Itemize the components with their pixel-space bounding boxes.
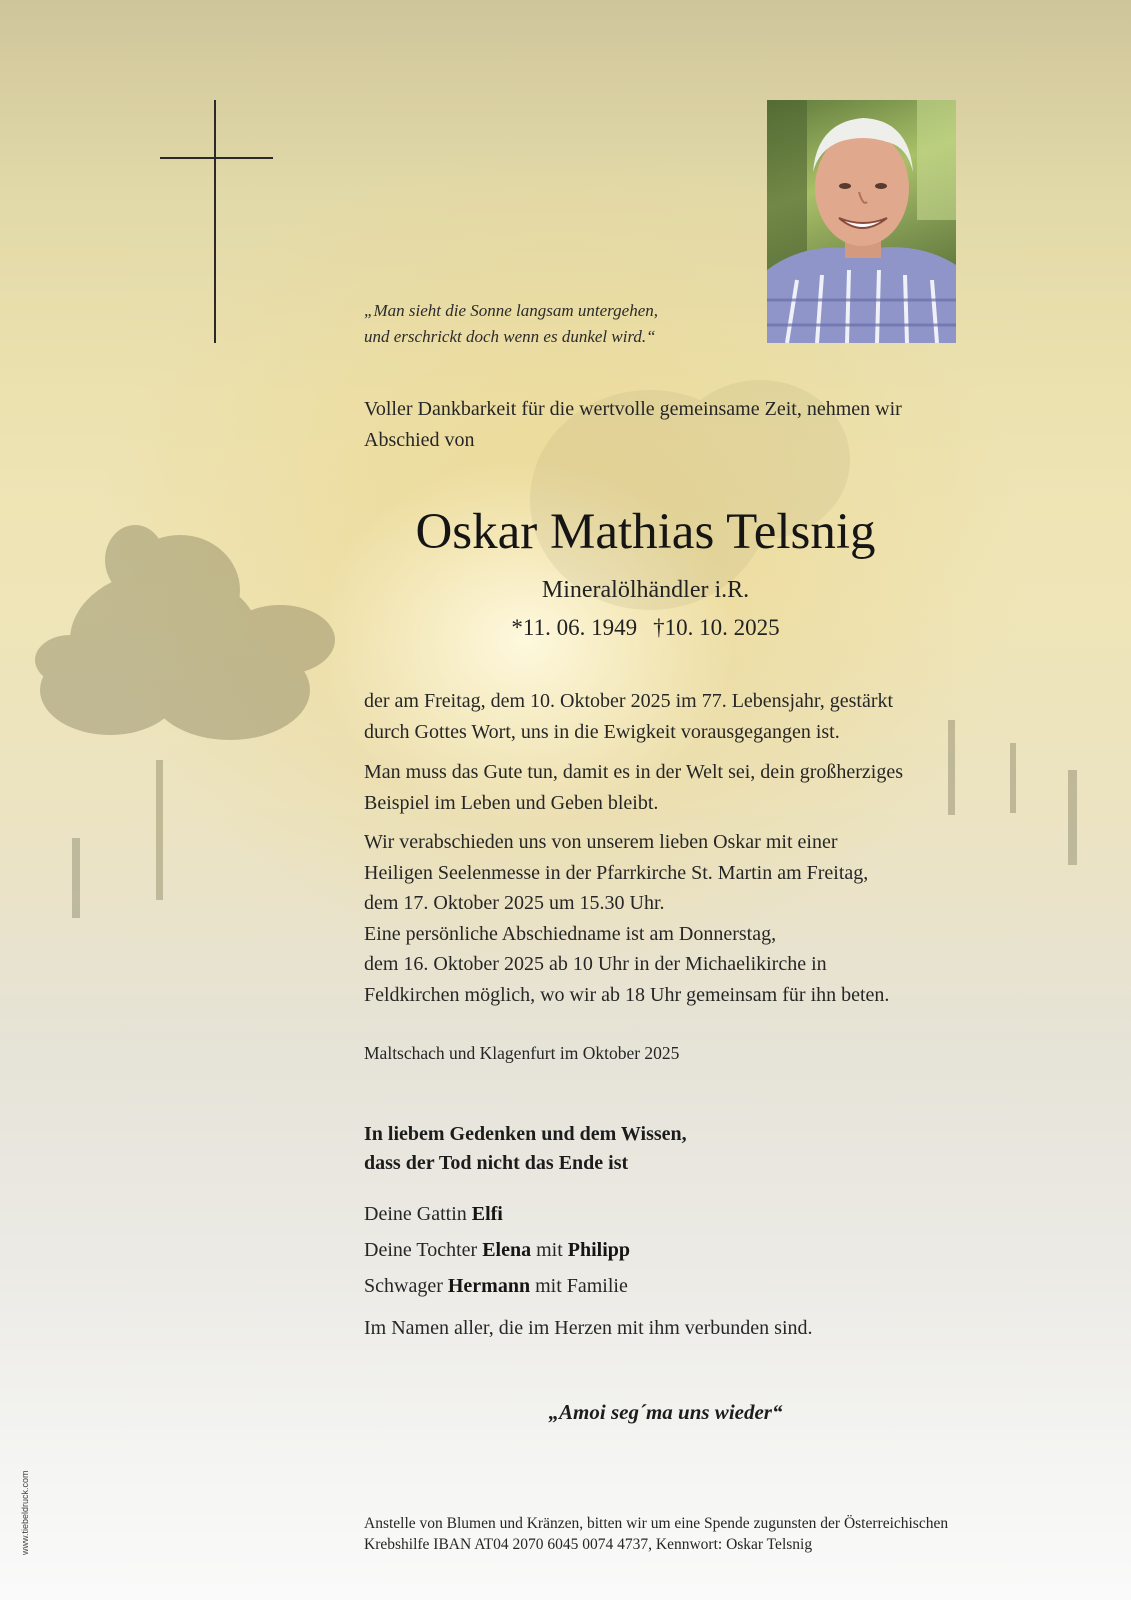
brother-name: Hermann	[447, 1275, 531, 1297]
cross-vertical-bar	[214, 100, 216, 343]
paragraph-line: Beispiel im Leben und Geben bleibt.	[364, 791, 659, 814]
family-all: Im Namen aller, die im Herzen mit ihm verbunden sind.	[364, 1317, 813, 1339]
tribute-paragraph	[364, 757, 984, 818]
donation-note	[364, 1513, 948, 1555]
printer-mark: www.tiebeldruck.com	[20, 1470, 30, 1555]
daughter-prefix: Deine Tochter	[364, 1239, 483, 1261]
paragraph-line: durch Gottes Wort, uns in die Ewigkeit vorausgegangen ist.	[364, 720, 840, 743]
paragraph-line: dem 17. Oktober 2025 um 15.30 Uhr.	[364, 892, 665, 914]
opening-quote-line-2: und erschrickt doch wenn es dunkel wird.“	[364, 327, 656, 346]
family-wife	[364, 1199, 503, 1229]
portrait-photo	[767, 100, 956, 343]
family-daughter	[364, 1235, 630, 1265]
paragraph-line: Heiligen Seelenmesse in der Pfarrkirche St. Martin am Freitag,	[364, 861, 869, 884]
memory-statement	[364, 1120, 687, 1178]
service-details-paragraph	[364, 827, 984, 1010]
opening-quote-line-1: „Man sieht die Sonne langsam untergehen,	[364, 301, 658, 320]
paragraph-line: der am Freitag, dem 10. Oktober 2025 im 77. Lebensjahr, gestärkt	[364, 690, 894, 712]
closing-quote: „Amoi seg´ma uns wieder“	[548, 1400, 783, 1424]
birth-date: *11. 06. 1949	[511, 615, 638, 640]
paragraph-line: Man muss das Gute tun, damit es in der Welt sei, dein großherziges	[364, 761, 904, 783]
life-dates	[0, 612, 1131, 644]
cross-horizontal-bar	[160, 157, 273, 159]
daughter-mid: mit	[531, 1239, 568, 1261]
deceased-name: Oskar Mathias Telsnig	[415, 504, 876, 560]
wife-name: Elfi	[471, 1203, 503, 1225]
paragraph-line: Eine persönliche Abschiedname ist am Donnerstag,	[364, 922, 777, 945]
memory-line-1: In liebem Gedenken und dem Wissen,	[364, 1123, 687, 1145]
brother-suffix: mit Familie	[530, 1275, 628, 1297]
daughter-partner-name: Philipp	[567, 1239, 631, 1261]
opening-quote	[364, 298, 658, 350]
paragraph-line: dem 16. Oktober 2025 ab 10 Uhr in der Michaelikirche in	[364, 953, 827, 975]
intro-text: Voller Dankbarkeit für die wertvolle gemeinsame Zeit, nehmen wir Abschied von	[364, 398, 902, 451]
family-brother-in-law	[364, 1271, 628, 1301]
death-date: †10. 10. 2025	[653, 615, 780, 640]
death-notice-paragraph	[364, 686, 984, 747]
paragraph-line: Wir verabschieden uns von unserem lieben Oskar mit einer	[364, 831, 838, 853]
place-and-date: Maltschach und Klagenfurt im Oktober 2025	[364, 1043, 680, 1063]
paragraph-line: Feldkirchen möglich, wo wir ab 18 Uhr gemeinsam für ihn beten.	[364, 983, 890, 1006]
brother-prefix: Schwager	[364, 1275, 448, 1297]
deceased-occupation: Mineralölhändler i.R.	[541, 577, 750, 603]
memory-line-2: dass der Tod nicht das Ende ist	[364, 1152, 629, 1174]
daughter-name: Elena	[482, 1239, 532, 1261]
wife-prefix: Deine Gattin	[364, 1203, 472, 1225]
donation-line-2: Krebshilfe IBAN AT04 2070 6045 0074 4737, Kennwort: Oskar Telsnig	[364, 1536, 813, 1553]
donation-line-1: Anstelle von Blumen und Kränzen, bitten wir um eine Spende zugunsten der Österreichischen	[364, 1515, 949, 1532]
